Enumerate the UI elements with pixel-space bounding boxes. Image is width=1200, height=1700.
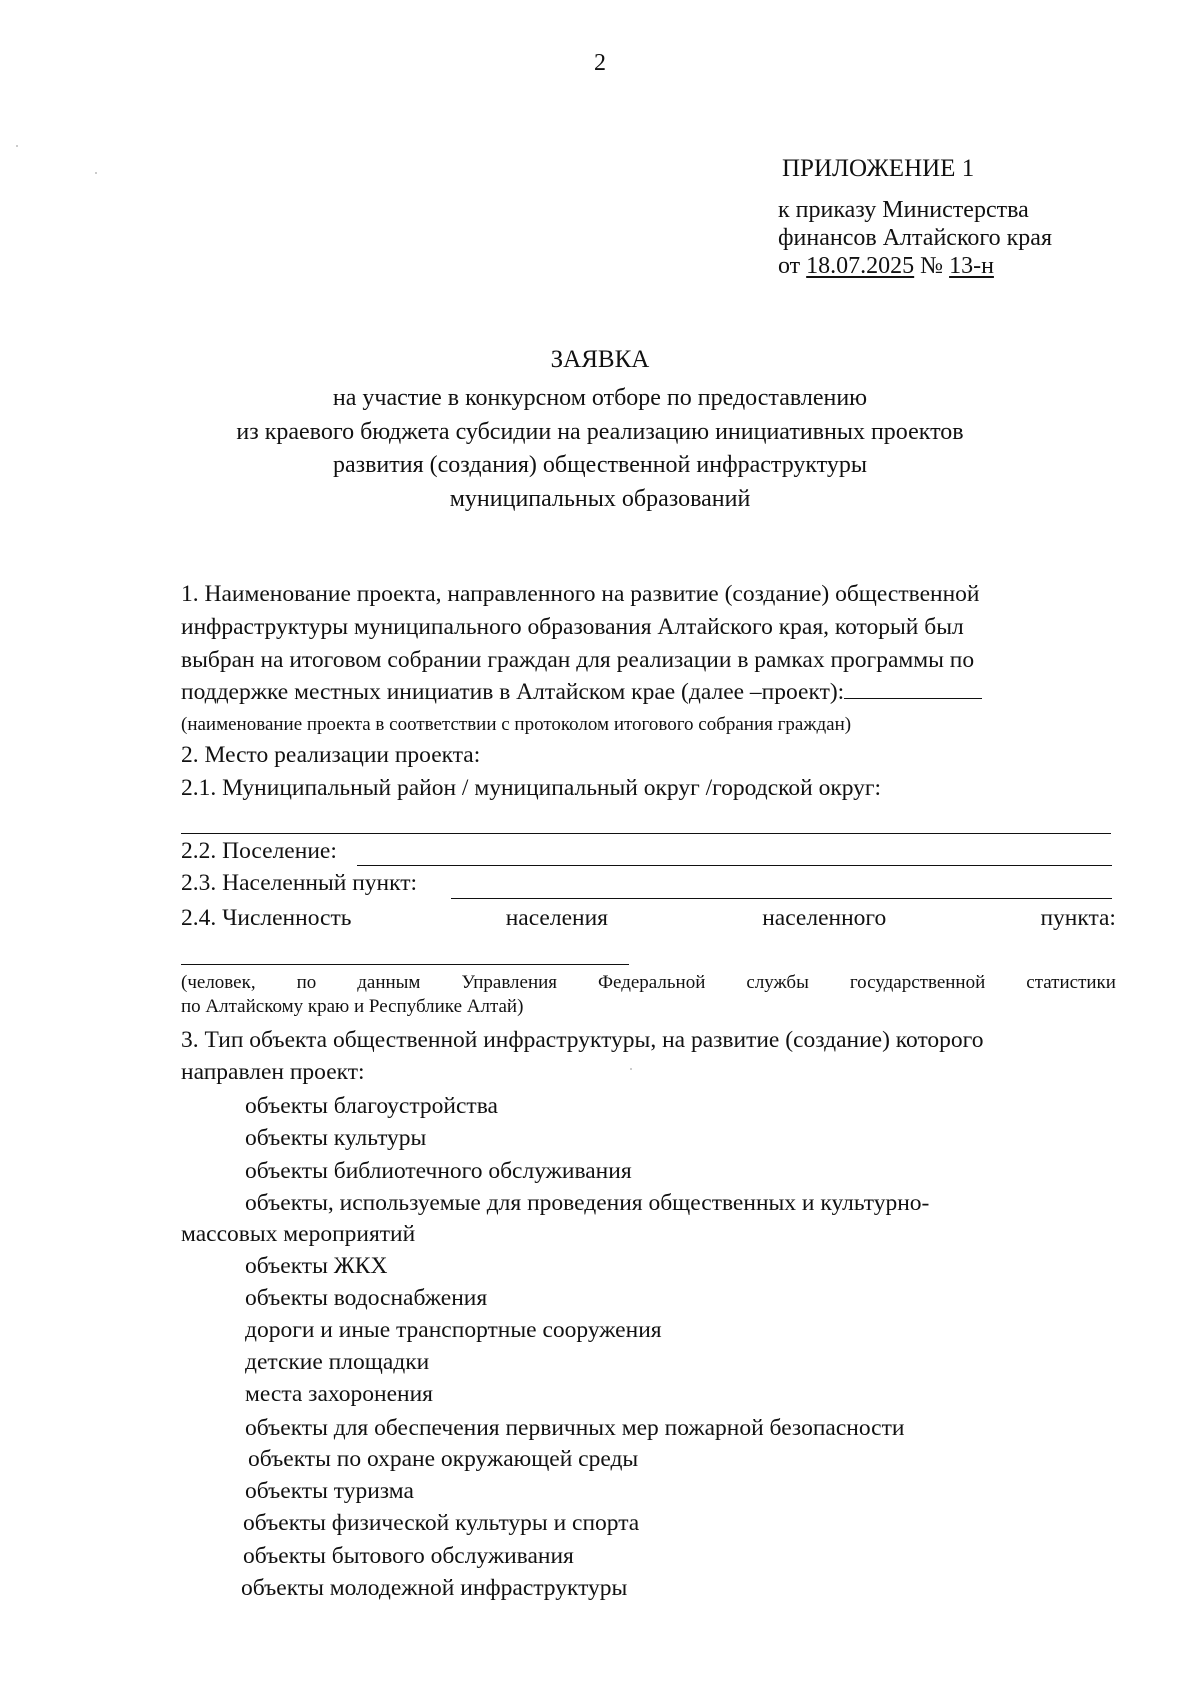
settlement-blank[interactable] — [357, 865, 1112, 866]
page-number: 2 — [594, 50, 606, 76]
heading-line-1: на участие в конкурсном отборе по предоставлению — [332, 385, 868, 411]
section-1-line-3: выбран на итоговом собрании граждан для реализации в рамках программы по — [181, 647, 975, 673]
item-2-2: 2.2. Поселение: — [181, 838, 337, 864]
annex-line-1: к приказу Министерства — [778, 197, 1029, 223]
annex-line-2: финансов Алтайского края — [778, 225, 1052, 251]
scan-speck — [630, 1068, 632, 1070]
object-type-item: объекты бытового обслуживания — [243, 1543, 574, 1569]
section-1-note: (наименование проекта в соответствии с протоколом итогового собрания граждан) — [181, 714, 852, 735]
municipality-blank[interactable] — [181, 833, 1111, 834]
annex-date-prefix: от — [778, 253, 807, 279]
object-type-item: объекты благоустройства — [245, 1093, 498, 1119]
population-note-word: статистики — [1026, 972, 1116, 993]
object-type-item: объекты ЖКХ — [245, 1253, 388, 1279]
population-note-word: (человек, — [181, 972, 256, 993]
item-2-3: 2.3. Населенный пункт: — [181, 870, 418, 896]
population-note-word: Управления — [461, 972, 558, 993]
population-note-word: государственной — [849, 972, 986, 993]
object-type-item: дороги и иные транспортные сооружения — [245, 1317, 662, 1343]
scan-speck — [95, 172, 97, 174]
object-type-item: детские площадки — [245, 1349, 430, 1375]
item-2-4 — [181, 903, 1116, 933]
annex-number-sign: № — [914, 253, 950, 279]
heading-line-4: муниципальных образований — [449, 486, 751, 512]
section-1-line-4-text: поддержке местных инициатив в Алтайском крае (далее –проект): — [181, 679, 845, 705]
object-type-item: объекты культуры — [245, 1125, 427, 1151]
object-type-item: объекты физической культуры и спорта — [243, 1510, 640, 1536]
population-note — [181, 972, 1116, 994]
object-type-item: объекты, используемые для проведения общественных и культурно- — [245, 1190, 930, 1216]
section-2-title: 2. Место реализации проекта: — [181, 742, 481, 768]
item-2-4-word-1: 2.4. Численность — [181, 905, 352, 931]
item-2-4-word-3: населенного — [762, 905, 887, 931]
object-type-item: объекты библиотечного обслуживания — [245, 1158, 632, 1184]
item-2-1: 2.1. Муниципальный район / муниципальный округ /городской округ: — [181, 775, 882, 801]
scan-speck — [16, 145, 18, 147]
section-1-line-1: 1. Наименование проекта, направленного на развитие (создание) общественной — [181, 581, 980, 607]
object-type-item: объекты молодежной инфраструктуры — [241, 1575, 628, 1601]
heading-title: ЗАЯВКА — [550, 346, 650, 373]
object-type-item: объекты для обеспечения первичных мер пожарной безопасности — [245, 1415, 905, 1441]
annex-date-line — [778, 251, 994, 281]
locality-blank[interactable] — [451, 898, 1112, 899]
item-2-4-word-4: пункта: — [1040, 905, 1116, 931]
population-note-word: Федеральной — [598, 972, 706, 993]
population-note-line-2: по Алтайскому краю и Республике Алтай) — [181, 996, 524, 1017]
object-type-item-continuation: массовых мероприятий — [181, 1221, 416, 1247]
heading-line-2: из краевого бюджета субсидии на реализацию инициативных проектов — [236, 419, 964, 445]
item-2-4-word-2: населения — [505, 905, 608, 931]
section-1-line-4 — [181, 677, 982, 707]
section-3-title-line-2: направлен проект: — [181, 1059, 365, 1085]
population-blank[interactable] — [181, 964, 629, 965]
object-type-item: места захоронения — [245, 1381, 433, 1407]
heading-line-3: развития (создания) общественной инфраструктуры — [332, 452, 868, 478]
population-note-word: данным — [357, 972, 421, 993]
object-type-item: объекты по охране окружающей среды — [248, 1446, 639, 1472]
annex-title: ПРИЛОЖЕНИЕ 1 — [782, 155, 975, 182]
section-1-line-2: инфраструктуры муниципального образования Алтайского края, который был — [181, 614, 964, 640]
annex-date: 18.07.2025 — [806, 253, 915, 279]
annex-number: 13-н — [949, 253, 994, 279]
population-note-word: службы — [746, 972, 809, 993]
section-3-title-line-1: 3. Тип объекта общественной инфраструктуры, на развитие (создание) которого — [181, 1027, 984, 1053]
population-note-word: по — [296, 972, 317, 993]
project-name-blank[interactable] — [844, 697, 982, 699]
object-type-item: объекты туризма — [245, 1478, 414, 1504]
object-type-item: объекты водоснабжения — [245, 1285, 488, 1311]
